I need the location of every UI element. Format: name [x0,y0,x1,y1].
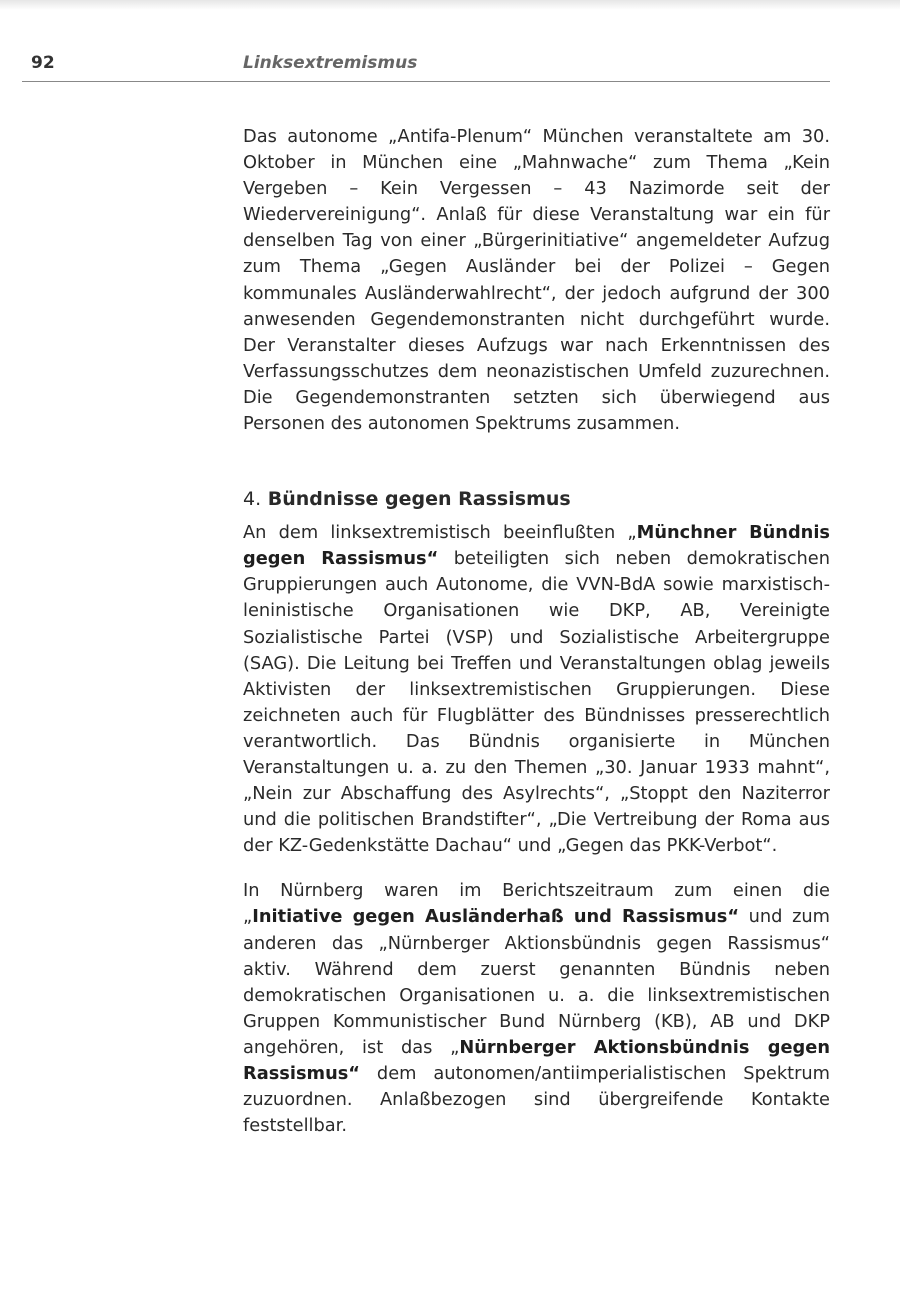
scan-edge-shade [0,0,900,10]
paragraph-nuernberg [243,878,830,1139]
running-title: Linksextremismus [243,53,418,73]
page-header [0,50,900,84]
text-run: An dem linksextremistisch beeinflußten „ [243,522,637,544]
paragraph-antifa-plenum: Das autonome „Antifa-Plenum“ München veranstaltete am 30. Oktober in München eine „Mahnwache“ zum Thema „Kein Vergeben – Kein Vergessen – 43 Nazimorde seit der Wiedervereinigung“. Anlaß für diese Veranstaltung war ein für denselben Tag von einer „Bürgerinitiative“ angemeldeter Aufzug zum Thema „Gegen Ausländer bei der Polizei – Gegen kommunales Ausländerwahlrecht“, der jedoch aufgrund der 300 anwesenden Gegendemonstranten nicht durchgeführt wurde. Der Veranstalter dieses Aufzugs war nach Erkenntnissen des Verfassungsschutzes dem neonazistischen Umfeld zuzurechnen. Die Gegendemonstranten setzten sich überwiegend aus Personen des autonomen Spektrums zusammen. [243,126,830,435]
section-title: Bündnisse gegen Rassismus [267,488,571,511]
emphasis-muenchner-buendnis: Münchner Bündnis gegen Rassismus“ [243,522,831,570]
text-run: beteiligten sich neben demokratischen Gruppierungen auch Autonome, die VVN-BdA sowie marxistisch-leninistische Organisationen wie DKP, AB, Vereinigte Sozialistische Partei (VSP) und Sozialistische Arbeitergruppe (SAG). Die Leitung bei Treffen und Veranstaltungen oblag jeweils Aktivisten der linksextremistischen Gruppierungen. Diese zeichneten auch für Flugblätter des Bündnisses presserechtlich verantwortlich. Das Bündnis organisierte in München Veranstaltungen u. a. zu den Themen „30. Januar 1933 mahnt“, „Nein zur Abschaffung des Asylrechts“, „Stoppt den Naziterror und die politischen Brandstifter“, „Die Vertreibung der Roma aus der KZ-Gedenkstätte Dachau“ und „Gegen das PKK-Verbot“. [243,548,830,857]
section-heading [243,486,830,512]
text-run: In Nürnberg waren im Berichtszeitraum zum einen die „ [243,880,830,928]
emphasis-initiative: Initiative gegen Ausländerhaß und Rassismus“ [252,906,740,928]
page-body [243,124,830,1139]
page-number: 92 [31,53,55,73]
paragraph-muenchner-buendnis [243,520,830,859]
text-run: dem autonomen/antiimperialistischen Spektrum zuzuordnen. Anlaßbezogen sind übergreifende Kontakte feststellbar. [243,1063,830,1137]
emphasis-aktionsbuendnis: Nürnberger Aktionsbündnis gegen Rassismus“ [243,1036,830,1084]
header-rule [22,81,830,82]
section-number: 4. [243,488,262,511]
text-run: und zum anderen das „Nürnberger Aktionsbündnis gegen Rassismus“ aktiv. Während dem zuerst genannten Bündnis neben demokratischen Organisationen u. a. die linksextremistischen Gruppen Kommunistischer Bund Nürnberg (KB), AB und DKP angehören, ist das „ [243,906,830,1058]
